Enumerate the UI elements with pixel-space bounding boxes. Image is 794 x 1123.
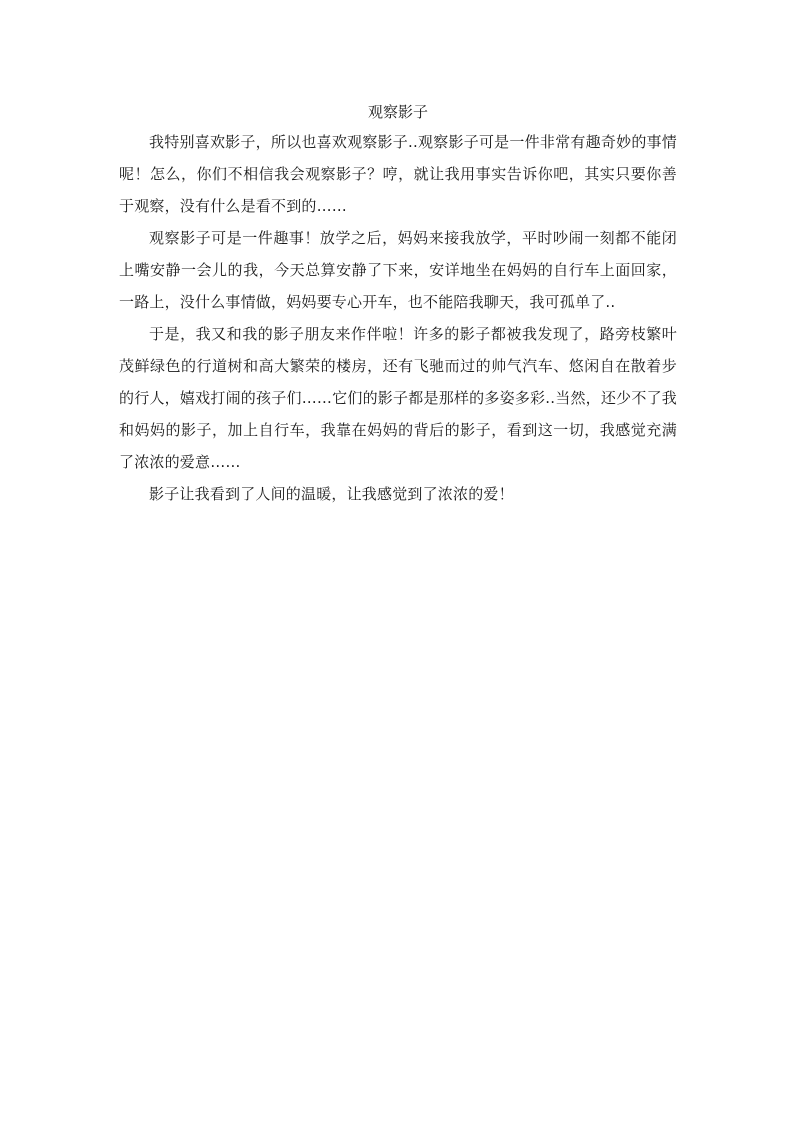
- paragraph-4: 影子让我看到了人间的温暖，让我感觉到了浓浓的爱！: [149, 485, 514, 503]
- paragraph-1: 我特别喜欢影子，所以也喜欢观察影子..观察影子可是一件非常有趣奇妙的事情呢！怎么，你们不相信我会观察影子？哼，就让我用事实告诉你吧，其实只要你善于观察，没有什么是看不到的……: [119, 133, 677, 215]
- document-title: 观察影子: [367, 103, 428, 121]
- document-body: [119, 100, 677, 510]
- paragraph-2: 观察影子可是一件趣事！放学之后，妈妈来接我放学，平时吵闹一刻都不能闭上嘴安静一会儿的我，今天总算安静了下来，安详地坐在妈妈的自行车上面回家，一路上，没什么事情做，妈妈要专心开车，也不能陪我聊天，我可孤单了..: [119, 229, 677, 311]
- paragraph-3: 于是，我又和我的影子朋友来作伴啦！许多的影子都被我发现了，路旁枝繁叶茂鲜绿色的行道树和高大繁荣的楼房，还有飞驰而过的帅气汽车、悠闲自在散着步的行人，嬉戏打闹的孩子们……它们的影子都是那样的多姿多彩..当然，还少不了我和妈妈的影子，加上自行车，我靠在妈妈的背后的影子，看到这一切，我感觉充满了浓浓的爱意……: [119, 325, 677, 471]
